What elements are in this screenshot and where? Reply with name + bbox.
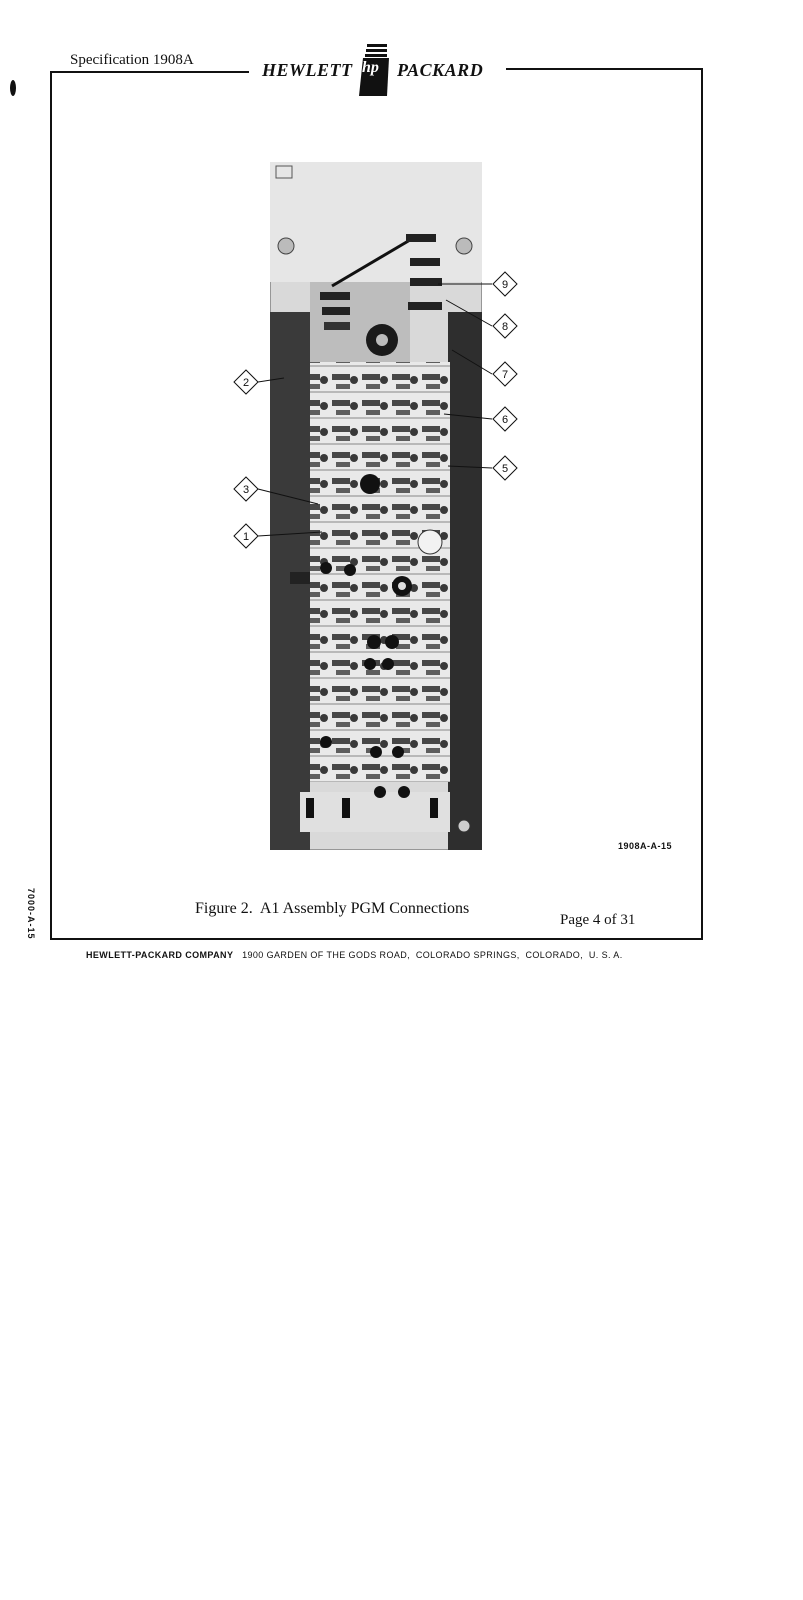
callout-3: 3	[242, 484, 250, 496]
callout-6: 6	[501, 414, 509, 426]
brand-packard: PACKARD	[397, 60, 484, 80]
footer-address: 1900 GARDEN OF THE GODS ROAD, COLORADO SPRINGS, COLORADO, U. S. A.	[242, 950, 623, 960]
footer	[86, 950, 623, 960]
figure-caption: Figure 2. A1 Assembly PGM Connections	[195, 900, 470, 917]
footer-company: HEWLETT-PACKARD COMPANY	[86, 950, 234, 960]
callout-5: 5	[501, 463, 509, 475]
hp-logo-text: hp	[362, 59, 379, 76]
callout-2: 2	[242, 377, 250, 389]
spec-number: Specification 1908A	[70, 52, 194, 68]
figure-id: 1908A-A-15	[618, 841, 673, 851]
callout-1: 1	[242, 531, 250, 543]
page-number: Page 4 of 31	[560, 912, 636, 928]
callout-7: 7	[501, 369, 509, 381]
brand-hewlett: HEWLETT	[262, 60, 353, 80]
callout-8: 8	[501, 321, 509, 333]
side-code: 7000-A-15	[26, 888, 36, 940]
callout-9: 9	[501, 279, 509, 291]
